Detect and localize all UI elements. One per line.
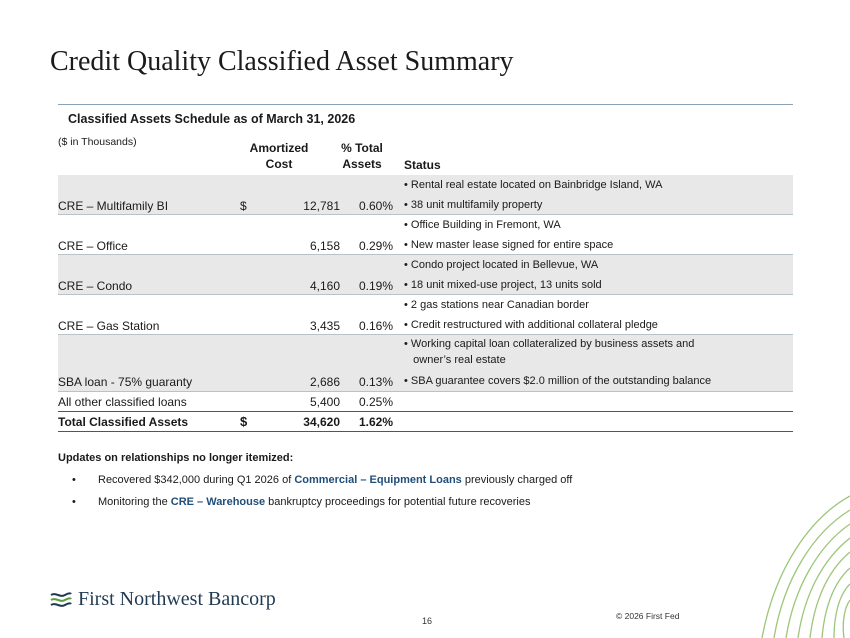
total-cost: 34,620	[303, 415, 340, 429]
header-pct-total	[330, 140, 394, 172]
row-category: CRE – Condo	[58, 279, 133, 293]
row-cost: 6,158	[309, 239, 340, 253]
update-text: Monitoring the	[98, 496, 171, 508]
row-category: CRE – Multifamily BI	[58, 199, 169, 213]
row-status-line: • Working capital loan collateralized by business assets and	[404, 338, 695, 350]
update-text: Recovered $342,000 during Q1 2026 of	[98, 474, 295, 486]
row-cost: 3,435	[309, 319, 340, 333]
row-status-line: • Rental real estate located on Bainbridge Island, WA	[404, 179, 663, 191]
row-status-line: • 2 gas stations near Canadian border	[404, 299, 589, 311]
row-category: All other classified loans	[58, 395, 187, 409]
units-note: ($ in Thousands)	[58, 136, 137, 148]
row-cost: 4,160	[309, 279, 340, 293]
row-pct: 0.60%	[358, 199, 393, 213]
header-amortized-line1: Amortized	[249, 141, 309, 155]
update-highlight: CRE – Warehouse	[170, 496, 266, 508]
copyright: © 2026 First Fed	[616, 611, 680, 621]
updates-heading: Updates on relationships no longer itemized:	[58, 452, 294, 464]
bullet-icon: •	[72, 474, 76, 486]
update-text: bankruptcy proceedings for potential future recoveries	[265, 496, 531, 508]
row-pct: 0.16%	[358, 319, 393, 333]
row-status-line: • 18 unit mixed-use project, 13 units sold	[404, 279, 602, 291]
table-row	[58, 335, 793, 392]
row-divider	[58, 431, 793, 432]
row-pct: 0.25%	[358, 395, 393, 409]
header-status: Status	[404, 158, 441, 172]
row-pct: 0.13%	[358, 375, 393, 389]
header-pct-line2: Assets	[342, 157, 382, 171]
wave-lines-icon	[50, 591, 72, 609]
table-row	[58, 295, 793, 335]
row-pct: 0.19%	[358, 279, 393, 293]
top-rule	[58, 104, 793, 105]
row-cost: 5,400	[309, 395, 340, 409]
row-status-line: • New master lease signed for entire space	[404, 239, 614, 251]
table-row	[58, 215, 793, 255]
total-label: Total Classified Assets	[58, 415, 189, 429]
row-cost: 12,781	[303, 199, 340, 213]
row-status-line: • Office Building in Fremont, WA	[404, 219, 561, 231]
row-cost: 2,686	[309, 375, 340, 389]
update-highlight: Commercial – Equipment Loans	[294, 474, 462, 486]
total-pct: 1.62%	[358, 415, 393, 429]
total-row	[58, 412, 793, 432]
update-text: previously charged off	[461, 474, 573, 486]
total-dollar: $	[240, 414, 248, 429]
table-row	[58, 255, 793, 295]
logo-text: First Northwest Bancorp	[78, 588, 276, 610]
header-amortized-cost	[240, 140, 318, 172]
row-category: CRE – Office	[58, 239, 128, 253]
row-status-line: • Credit restructured with additional collateral pledge	[404, 319, 658, 331]
update-item	[72, 496, 530, 508]
page-number: 16	[422, 616, 433, 626]
update-item	[72, 474, 572, 486]
row-pct: 0.29%	[358, 239, 393, 253]
decorative-curves-icon	[700, 488, 850, 638]
row-category: SBA loan - 75% guaranty	[58, 375, 193, 389]
schedule-title: Classified Assets Schedule as of March 31, 2026	[68, 112, 356, 126]
row-status-line: • SBA guarantee covers $2.0 million of the outstanding balance	[404, 375, 712, 387]
table-row	[58, 392, 793, 412]
header-amortized-line2: Cost	[265, 157, 293, 171]
company-logo	[50, 588, 276, 611]
bullet-icon: •	[72, 496, 76, 508]
row-dollar: $	[240, 199, 247, 213]
row-category: CRE – Gas Station	[58, 319, 160, 333]
page-title: Credit Quality Classified Asset Summary	[50, 46, 514, 77]
row-status-line: • Condo project located in Bellevue, WA	[404, 259, 599, 271]
row-status-line: owner’s real estate	[404, 354, 506, 366]
table-row	[58, 175, 793, 215]
header-pct-line1: % Total	[341, 141, 383, 155]
row-status-line: • 38 unit multifamily property	[404, 199, 543, 211]
